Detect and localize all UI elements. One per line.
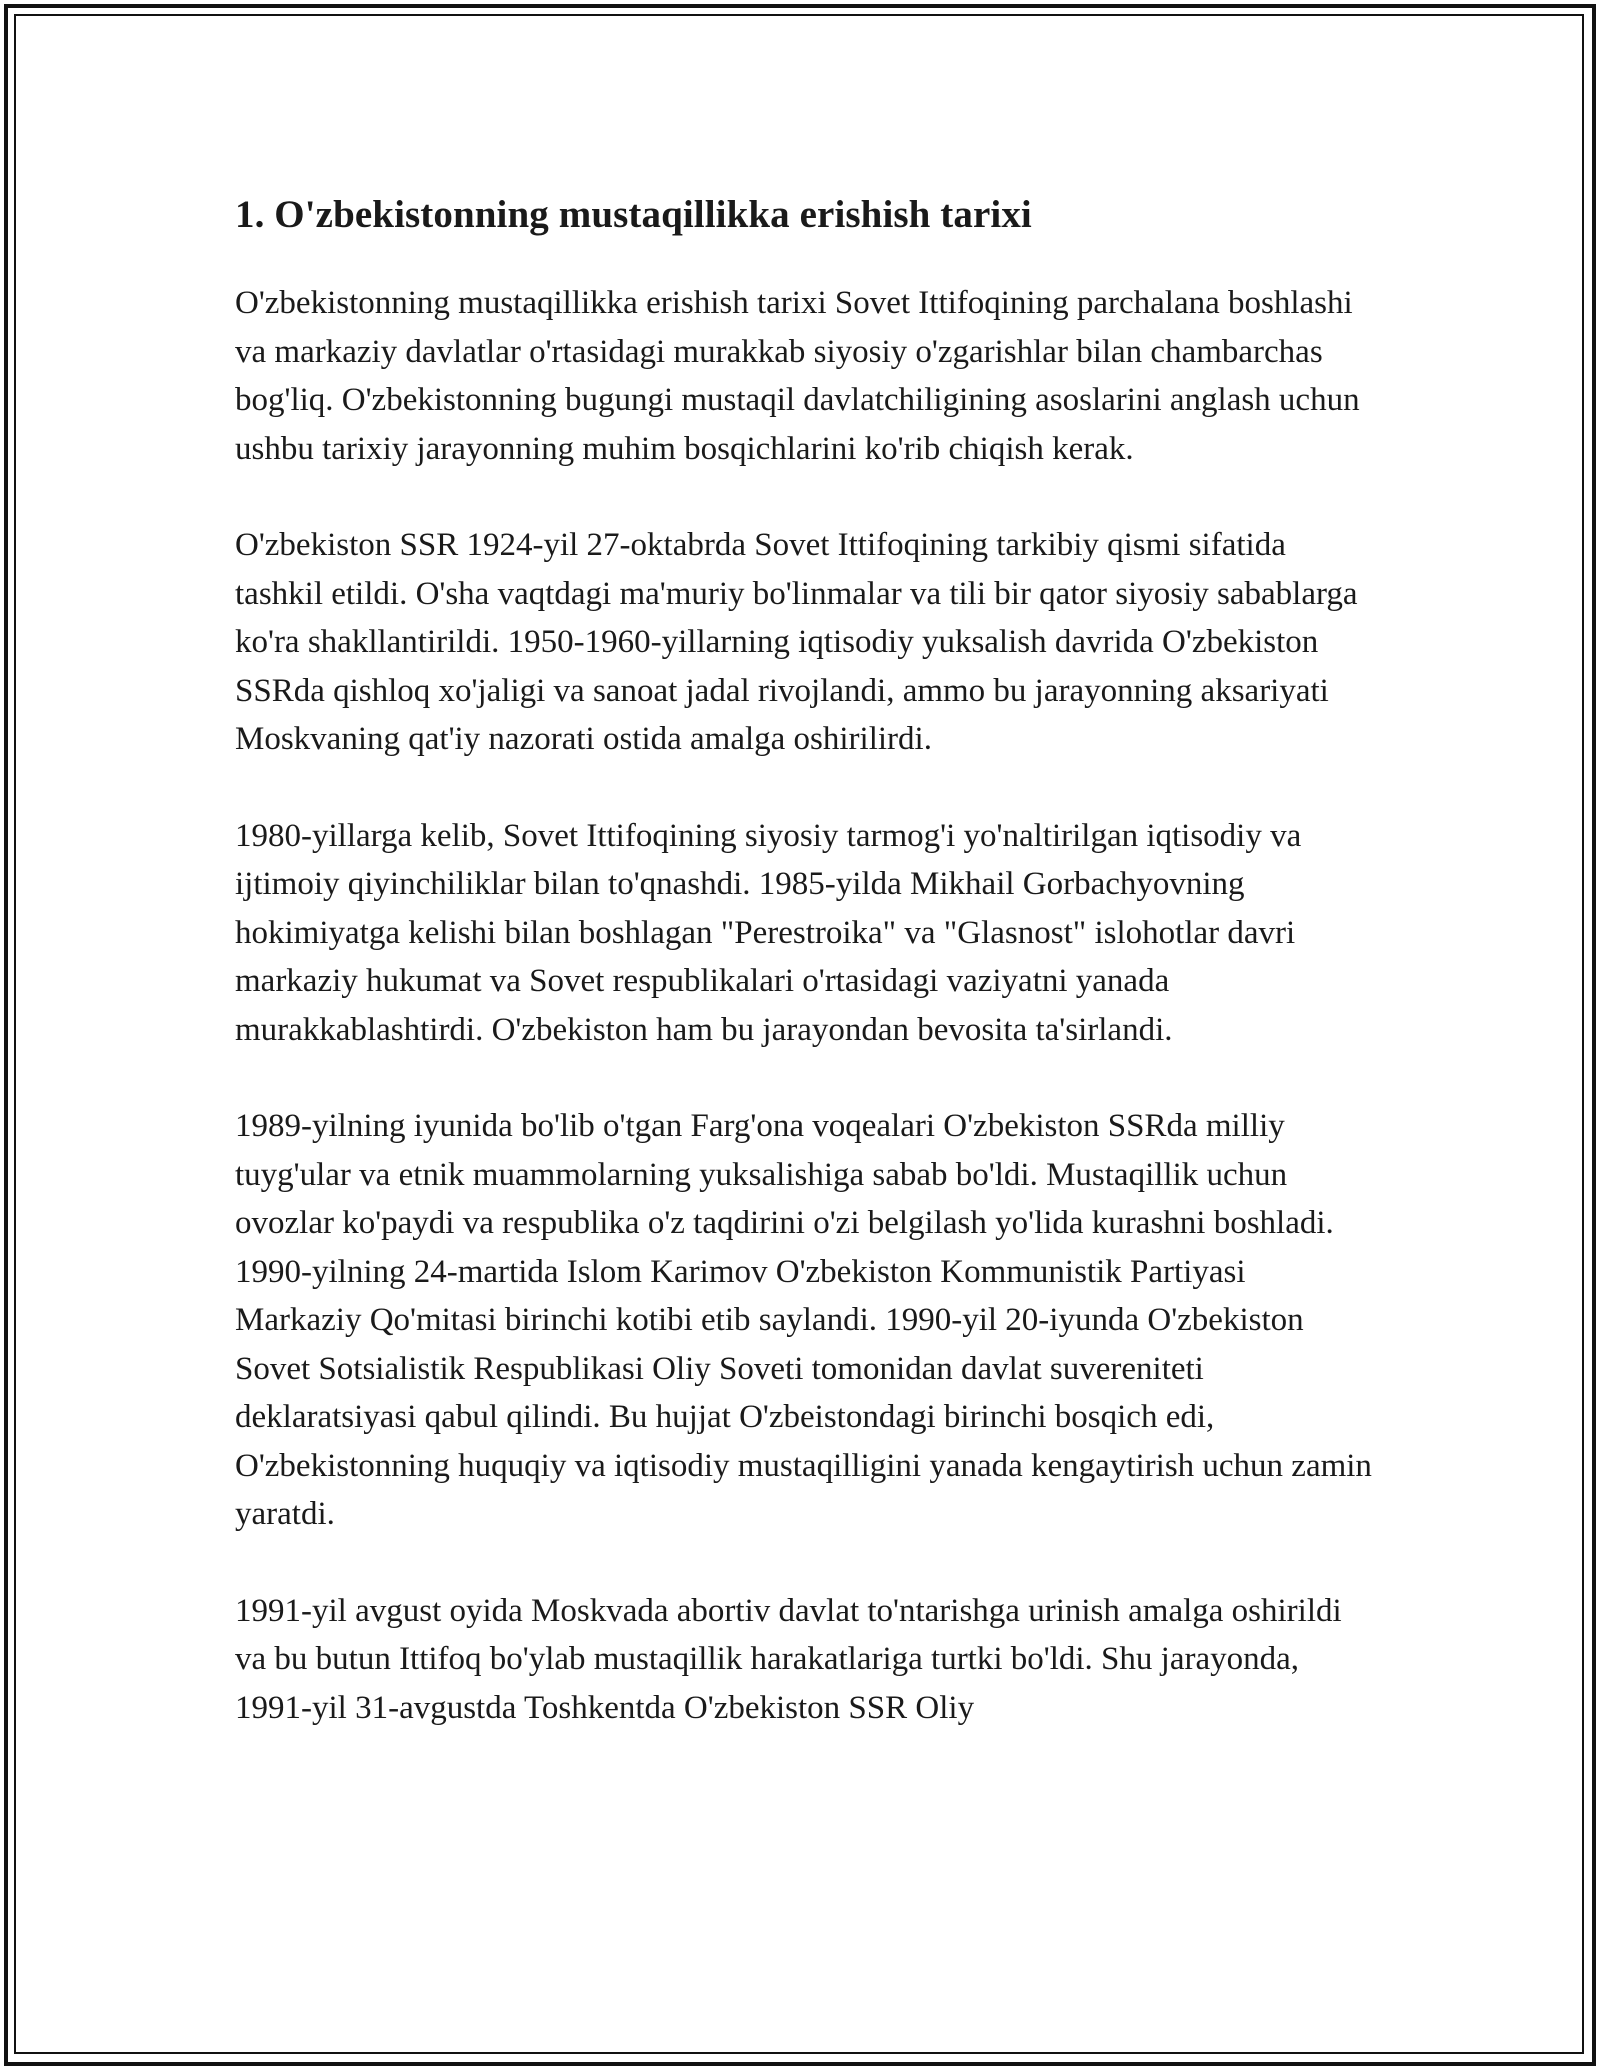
paragraph-2: O'zbekiston SSR 1924-yil 27-oktabrda Sovet Ittifoqining tarkibiy qismi sifatida tashkil etildi. O'sha vaqtdagi ma'muriy bo'linmalar va tili bir qator siyosiy sabablarga ko'ra shakllantirildi. 1950-1960-yillarning iqtisodiy yuksalish davrida O'zbekiston SSRda qishloq xo'jaligi va sanoat jadal rivojlandi, ammo bu jarayonning aksariyati Moskvaning qat'iy nazorati ostida amalga oshirilirdi. xyxy=(235,527,1358,757)
paragraph-5: 1991-yil avgust oyida Moskvada abortiv davlat to'ntarishga urinish amalga oshirildi va bu butun Ittifoq bo'ylab mustaqillik harakatlariga turtki bo'ldi. Shu jarayonda, 1991-yil 31-avgustda Toshkentda O'zbekiston SSR Oliy xyxy=(235,1592,1342,1726)
paragraph-4: 1989-yilning iyunida bo'lib o'tgan Farg'ona voqealari O'zbekiston SSRda milliy tuyg'ular va etnik muammolarning yuksalishiga sabab bo'ldi. Mustaqillik uchun ovozlar ko'paydi va respublika o'z taqdirini o'zi belgilash yo'lida kurashni boshladi. 1990-yilning 24-martida Islom Karimov O'zbekiston Kommunistik Partiyasi Markaziy Qo'mitasi birinchi kotibi etib saylandi. 1990-yil 20-iyunda O'zbekiston Sovet Sotsialistik Respublikasi Oliy Soveti tomonidan davlat suvereniteti deklaratsiyasi qabul qilindi. Bu hujjat O'zbeistondagi birinchi bosqich edi, O'zbekistonning huquqiy va iqtisodiy mustaqilligini yanada kengaytirish uchun zamin yaratdi. xyxy=(235,1108,1372,1532)
document-body xyxy=(235,185,1375,1780)
paragraph-1: O'zbekistonning mustaqillikka erishish tarixi Sovet Ittifoqining parchalana boshlashi va markaziy davlatlar o'rtasidagi murakkab siyosiy o'zgarishlar bilan chambarchas bog'liq. O'zbekistonning bugungi mustaqil davlatchiligining asoslarini anglash uchun ushbu tarixiy jarayonning muhim bosqichlarini ko'rib chiqish kerak. xyxy=(235,285,1360,467)
paragraph-3: 1980-yillarga kelib, Sovet Ittifoqining siyosiy tarmog'i yo'naltirilgan iqtisodiy va ijtimoiy qiyinchiliklar bilan to'qnashdi. 1985-yilda Mikhail Gorbachyovning hokimiyatga kelishi bilan boshlagan "Perestroika" va "Glasnost" islohotlar davri markaziy hukumat va Sovet respublikalari o'rtasidagi vaziyatni yanada murakkablashtirdi. O'zbekiston ham bu jarayondan bevosita ta'sirlandi. xyxy=(235,817,1302,1048)
document-title: 1. O'zbekistonning mustaqillikka erishish tarixi xyxy=(235,193,1032,236)
